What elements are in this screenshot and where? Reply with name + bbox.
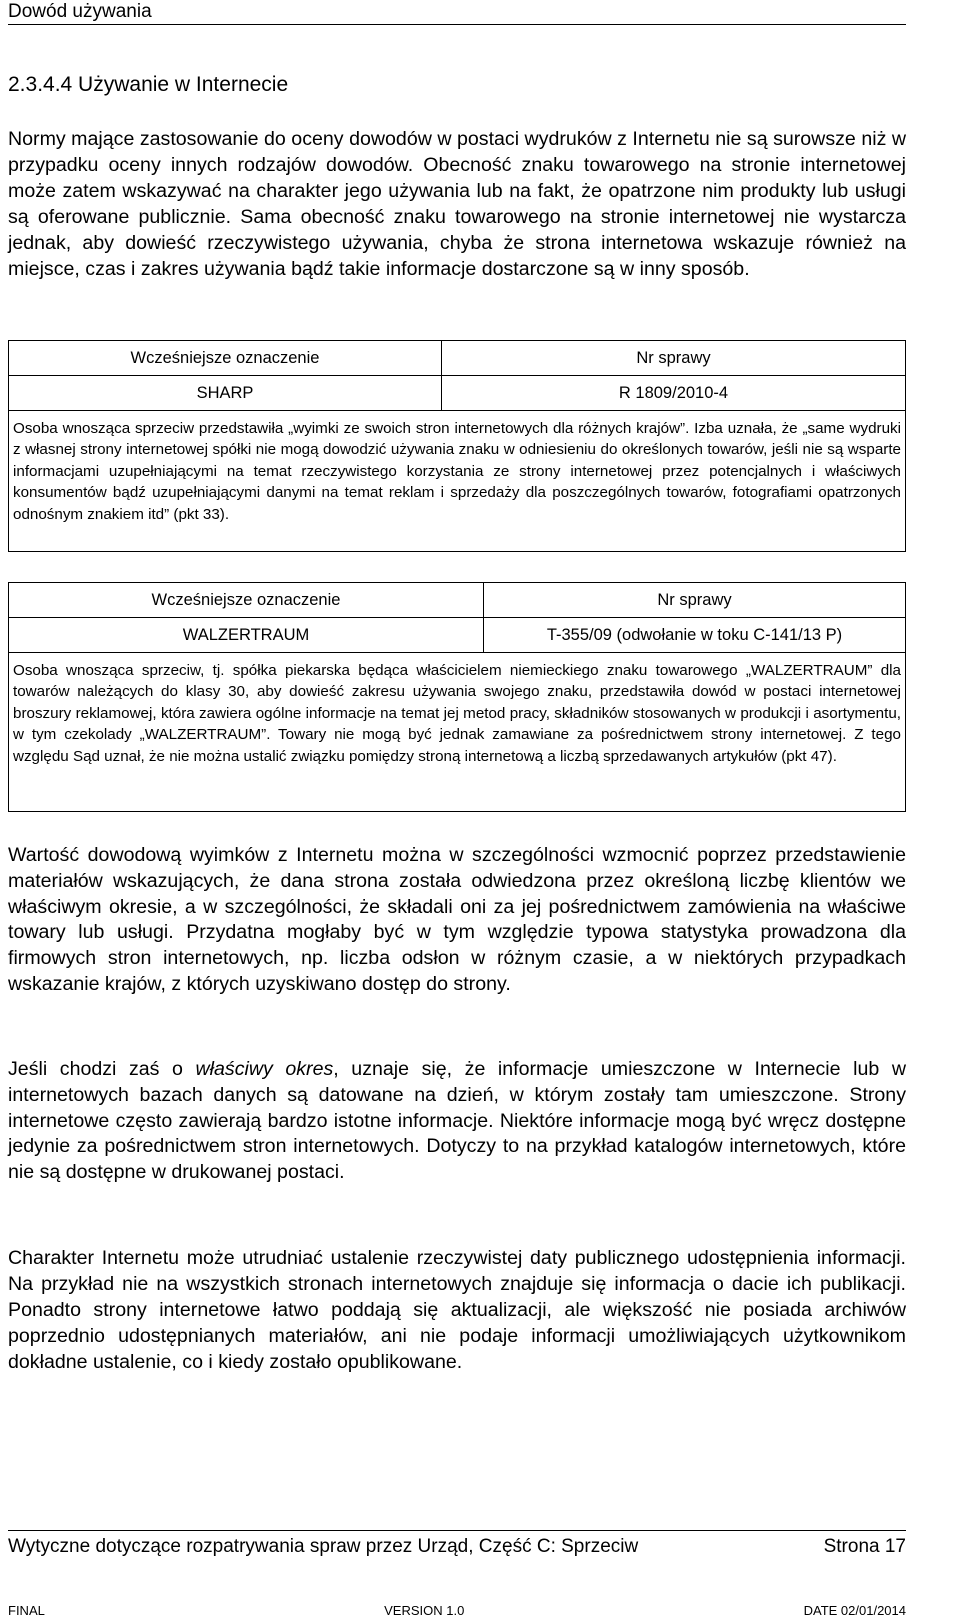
earlier-mark-value: SHARP (9, 376, 442, 410)
running-footer (8, 1530, 906, 1559)
case-number-header: Nr sprawy (657, 590, 732, 609)
paragraph-3-end: , uznaje się, że informacje umieszczone w Internecie lub w internetowych bazach danych są datowane na dzień, w którym zostały tam umieszczone. Strony internetowe często zawierają bardzo istotne informacje. Niektóre informacje mogą być wręcz dostępne jedynie za pośrednictwem stron internetowych. Dotyczy to na przykład katalogów internetowych, które nie są dostępne w drukowanej postaci. (8, 1058, 906, 1184)
paragraph-2: Wartość dowodową wyimków z Internetu można w szczególności wzmocnić poprzez przedstawienie materiałów wskazujących, że dana strona została odwiedzona przez określoną liczbę klientów we właściwym okresie, a w szczególności, że składali oni za jej pośrednictwem zamówienia na właściwe towary lub usługi. Przydatna mogłaby być w tym względzie typowa statystyka prowadzona dla firmowych stron internetowych, np. liczba odsłon w różnym czasie, a w niektórych przypadkach wskazanie krajów, z których uzyskiwano dostęp do strony. (8, 844, 906, 995)
case-number-value: R 1809/2010-4 (618, 383, 729, 402)
earlier-mark-header: Wcześniejsze oznaczenie (9, 341, 442, 375)
earlier-mark-value: WALZERTRAUM (9, 618, 484, 652)
case-box-sharp (8, 340, 906, 552)
case-values-row (9, 376, 905, 411)
footer-date: DATE 02/01/2014 (803, 1603, 906, 1618)
footer-status: FINAL (8, 1603, 45, 1618)
header-title: Dowód używania (8, 1, 152, 22)
case-number-header: Nr sprawy (636, 348, 711, 367)
case-header-row (9, 583, 905, 618)
case-summary: Osoba wnosząca sprzeciw przedstawiła „wyimki ze swoich stron internetowych dla różnych krajów”. Izba uznała, że „same wydruki z własnej strony internetowej spółki nie mogą dowodzić używania znaku w odniesieniu do określonych towarów, jeśli nie są wsparte informacjami uzupełniającymi na temat rzeczywistego korzystania ze strony internetowej przez potencjalnych i właściwych konsumentów bądź uzupełniającymi danymi na temat reklam i sprzedaży dla poszczególnych towarów, fotografiami opatrzonych odnośnym znakiem itd” (pkt 33). (13, 420, 901, 523)
footer-version: VERSION 1.0 (384, 1603, 465, 1618)
case-values-row (9, 618, 905, 653)
case-summary: Osoba wnosząca sprzeciw, tj. spółka piekarska będąca właścicielem niemieckiego znaku towarowego „WALZERTRAUM” dla towarów należących do klasy 30, aby dowieść zakresu używania swojego znaku, przedstawiła dowód w postaci internetowej broszury reklamowej, która zawiera ogólne informacje na temat jej metod pracy, składników stosowanych w produkcji i asortymentu, w tym czekolady „WALZERTRAUM”. Towary nie mogą być jednak zamawiane za pośrednictwem strony internetowej. Z tego względu Sąd uznał, że nie można ustalić związku pomiędzy stroną internetową a liczbą sprzedawanych artykułów (pkt 47). (13, 662, 901, 765)
footer-meta (8, 1603, 906, 1619)
paragraph-3-start: Jeśli chodzi zaś o (8, 1058, 196, 1080)
section-heading: 2.3.4.4 Używanie w Internecie (8, 73, 289, 96)
case-number-value: T-355/09 (odwołanie w toku C-141/13 P) (546, 625, 843, 644)
footer-page-number: Strona 17 (823, 1536, 906, 1557)
paragraph-3 (8, 1057, 906, 1186)
paragraph-4: Charakter Internetu może utrudniać ustalenie rzeczywistej daty publicznego udostępnienia informacji. Na przykład nie na wszystkich stronach internetowych znajduje się informacja o dacie ich publikacji. Ponadto strony internetowe łatwo poddają się aktualizacji, ale większość nie posiada archiwów poprzednio udostępnianych materiałów, ani nie podaje informacji umożliwiających użytkownikom dokładne ustalenie, co i kiedy zostało opublikowane. (8, 1247, 906, 1373)
paragraph-3-emphasis: właściwy okres (195, 1058, 334, 1080)
running-header (8, 0, 906, 25)
paragraph-1: Normy mające zastosowanie do oceny dowodów w postaci wydruków z Internetu nie są surowsze niż w przypadku oceny innych rodzajów dowodów. Obecność znaku towarowego na stronie internetowej może zatem wskazywać na charakter jego używania lub na fakt, że opatrzone nim produkty lub usługi są oferowane publicznie. Sama obecność znaku towarowego na stronie internetowej nie wystarcza jednak, aby dowieść rzeczywistego używania, chyba że strona internetowa wskazuje również na miejsce, czas i zakres używania bądź takie informacje dostarczone są w inny sposób. (8, 128, 906, 280)
footer-document-title: Wytyczne dotyczące rozpatrywania spraw przez Urząd, Część C: Sprzeciw (8, 1536, 639, 1557)
earlier-mark-header: Wcześniejsze oznaczenie (9, 583, 484, 617)
case-box-walzertraum (8, 582, 906, 812)
case-header-row (9, 341, 905, 376)
